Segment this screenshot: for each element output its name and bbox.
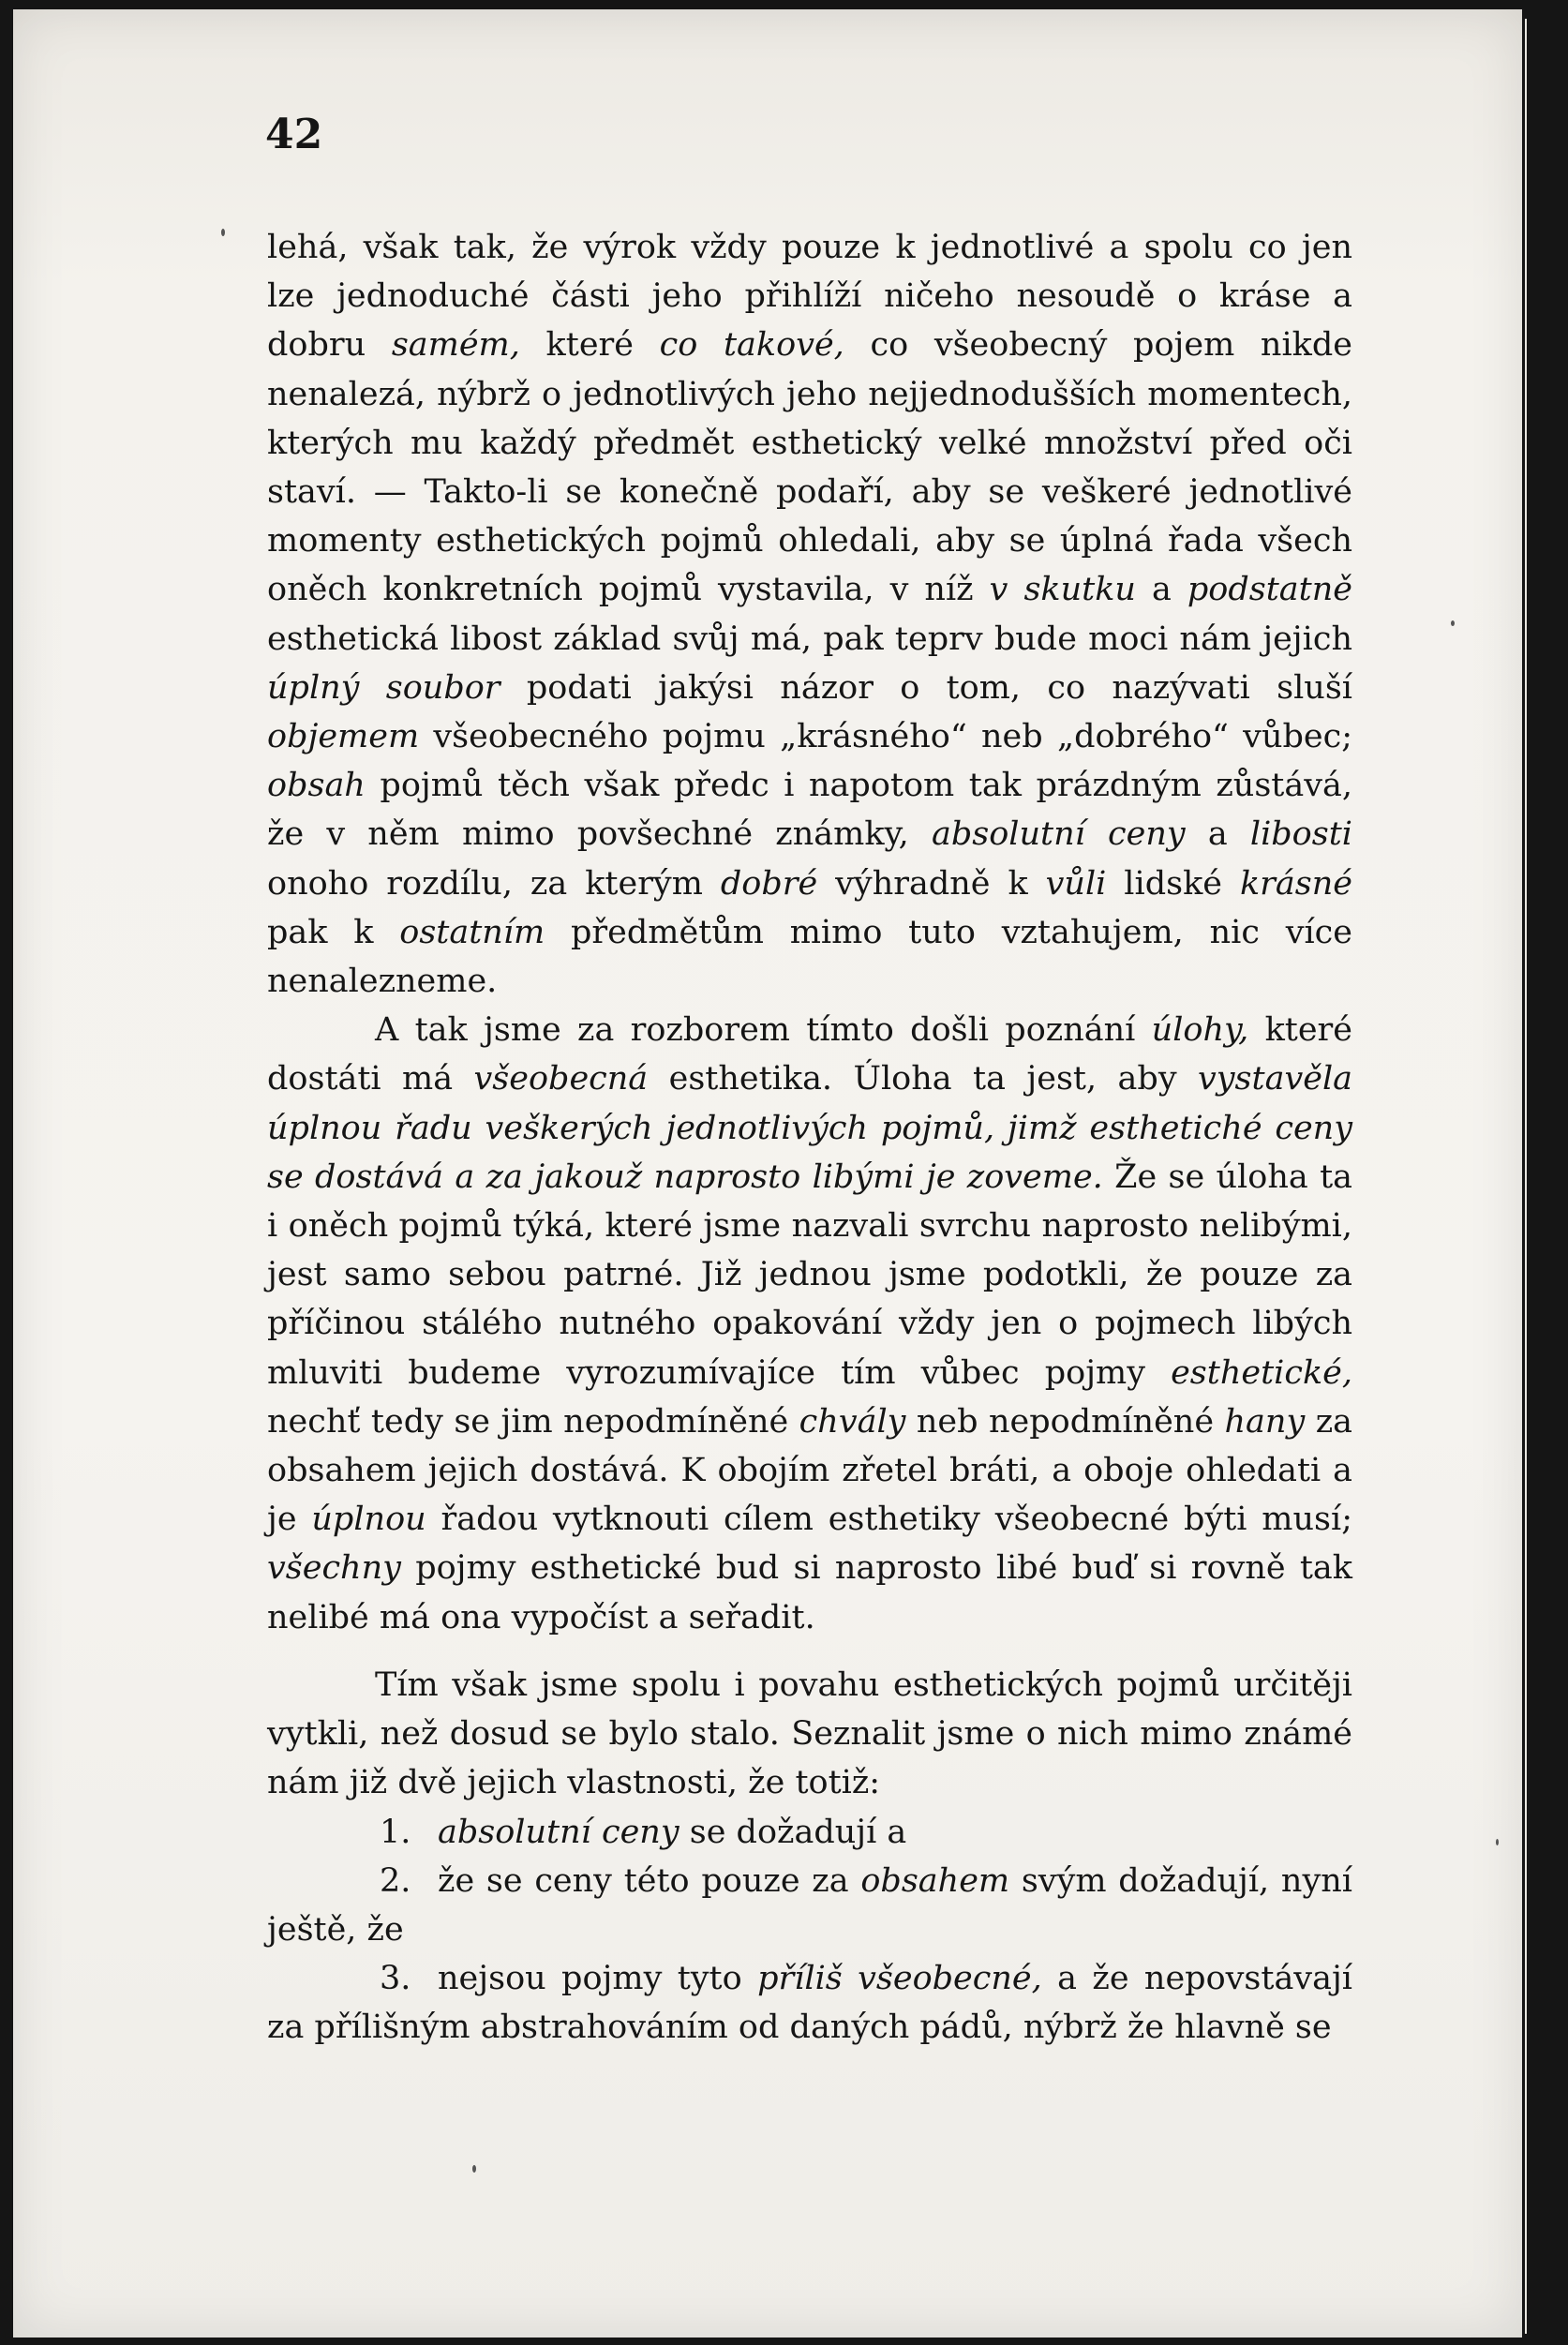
text-run: lehá, však tak, že výrok vždy pouze k jednotlivé a spolu co jen lze jednoduché části jeho přihlíží ničeho nesoudě o kráse a dobru bbox=[267, 229, 1352, 365]
text-run: nechť tedy se jim nepodmíněné bbox=[267, 1402, 799, 1441]
italic-text-run: absolutní ceny bbox=[931, 815, 1186, 854]
italic-text-run: obsah bbox=[267, 767, 366, 805]
italic-text-run: vůli bbox=[1045, 864, 1107, 903]
italic-text-run: esthetické, bbox=[1171, 1353, 1352, 1392]
text-run: výhradně k bbox=[817, 864, 1046, 903]
text-run: nejsou pojmy tyto bbox=[438, 1960, 758, 1998]
text-run: řadou vytknouti cílem esthetiky všeobecné býti musí; bbox=[426, 1501, 1352, 1539]
text-run: co všeobecný pojem nikde nenalezá, nýbrž o jednotlivých jeho nejjednodušších momentech, kterých mu každý předmět esthetický velké množství před oči staví. — Takto-li se konečně podaří, aby se veškeré jednotlivé momenty esthetických pojmů ohledali, aby se úplná řada všech oněch konkretních pojmů vystavila, v níž bbox=[267, 326, 1352, 609]
paragraph bbox=[267, 1661, 1352, 1808]
text-run: Tím však jsme spolu i povahu esthetických pojmů určitěji vytkli, než dosud se bylo stalo. Seznalit jsme o nich mimo známé nám již dvě jejich vlastnosti, že totiž: bbox=[267, 1665, 1352, 1802]
italic-text-run: všeobecná bbox=[473, 1060, 649, 1098]
italic-text-run: příliš všeobecné, bbox=[757, 1960, 1042, 1998]
text-run: pojmy esthetické bud si naprosto libé buď si rovně tak nelibé má ona vypočíst a seřadit. bbox=[267, 1549, 1352, 1636]
text-run: všeobecného pojmu „krásného“ neb „dobrého“ vůbec; bbox=[419, 718, 1352, 756]
italic-text-run: samém, bbox=[391, 326, 520, 365]
italic-text-run: úplný soubor bbox=[267, 668, 500, 707]
list-item bbox=[267, 1808, 1352, 1857]
page-text bbox=[267, 223, 1352, 2053]
list-item bbox=[267, 1857, 1352, 1954]
text-run: esthetika. Úloha ta jest, aby bbox=[648, 1060, 1199, 1098]
text-run: které bbox=[519, 326, 660, 365]
list-item-number: 1. bbox=[380, 1813, 411, 1851]
italic-text-run: úplnou bbox=[311, 1501, 426, 1539]
page-edge-rule bbox=[1525, 19, 1527, 2334]
paragraph bbox=[267, 1006, 1352, 1642]
italic-text-run: všechny bbox=[267, 1549, 401, 1588]
italic-text-run: podstatně bbox=[1187, 571, 1352, 609]
list-item-number: 3. bbox=[380, 1960, 411, 1998]
text-run: za obsahem jejich dostává. K obojím zřetel bráti, a oboje ohledati a je bbox=[267, 1402, 1353, 1539]
print-speck bbox=[1451, 620, 1455, 626]
text-run: pak k bbox=[267, 913, 400, 951]
text-run: esthetická libost základ svůj má, pak teprv bude moci nám jejich bbox=[267, 620, 1352, 658]
text-run: podati jakýsi názor o tom, co nazývati sluší bbox=[500, 668, 1352, 707]
page-number: 42 bbox=[265, 111, 323, 158]
paragraph-continuation bbox=[267, 223, 1352, 1006]
italic-text-run: libosti bbox=[1249, 815, 1352, 854]
text-run: neb nepodmíněné bbox=[905, 1402, 1225, 1441]
italic-text-run: ostatním bbox=[399, 913, 545, 951]
text-run: a bbox=[1185, 815, 1250, 854]
italic-text-run: chvály bbox=[799, 1402, 906, 1441]
text-run: se dožadují a bbox=[679, 1813, 907, 1851]
text-run: onoho rozdílu, za kterým bbox=[267, 864, 721, 903]
print-speck bbox=[221, 229, 225, 236]
italic-text-run: dobré bbox=[720, 864, 818, 903]
text-run: pojmů těch však předc i napotom tak prázdným zůstává, že v něm mimo povšechné známky, bbox=[267, 767, 1352, 854]
italic-text-run: objemem bbox=[267, 718, 420, 756]
text-run: svým dožadují, nyní ještě, že bbox=[267, 1861, 1352, 1949]
text-run: předmětům mimo tuto vztahujem, nic více nenalezneme. bbox=[267, 913, 1352, 1001]
text-run: které dostáti má bbox=[267, 1011, 1352, 1098]
list-item-number: 2. bbox=[380, 1861, 411, 1900]
italic-text-run: obsahem bbox=[860, 1861, 1010, 1900]
text-run: a že nepovstávají za přílišným abstrahováním od daných pádů, nýbrž že hlavně se bbox=[267, 1960, 1352, 2047]
italic-text-run: v skutku bbox=[989, 571, 1136, 609]
text-run: že se ceny této pouze za bbox=[438, 1861, 861, 1900]
italic-text-run: hany bbox=[1224, 1402, 1306, 1441]
print-speck bbox=[472, 2165, 476, 2173]
italic-text-run: vystavěla úplnou řadu veškerých jednotlivých pojmů, jimž esthetiché ceny se dostává a za jakouž naprosto libými je zoveme. bbox=[267, 1060, 1353, 1196]
list-item bbox=[267, 1954, 1352, 2052]
text-run: lidské bbox=[1106, 864, 1240, 903]
italic-text-run: krásné bbox=[1239, 864, 1352, 903]
text-run: Že se úloha ta i oněch pojmů týká, které jsme nazvali svrchu naprosto nelibými, jest samo sebou patrné. Již jednou jsme podotkli, že pouze za příčinou stálého nutného opakování vždy jen o pojmech libých mluviti budeme vyrozumívajíce tím vůbec pojmy bbox=[267, 1158, 1353, 1392]
italic-text-run: absolutní ceny bbox=[438, 1813, 679, 1851]
text-run: A tak jsme za rozborem tímto došli poznání bbox=[375, 1011, 1152, 1050]
print-speck bbox=[1496, 1839, 1499, 1845]
text-run: a bbox=[1135, 571, 1187, 609]
italic-text-run: úlohy, bbox=[1151, 1011, 1249, 1050]
italic-text-run: co takové, bbox=[659, 326, 844, 365]
